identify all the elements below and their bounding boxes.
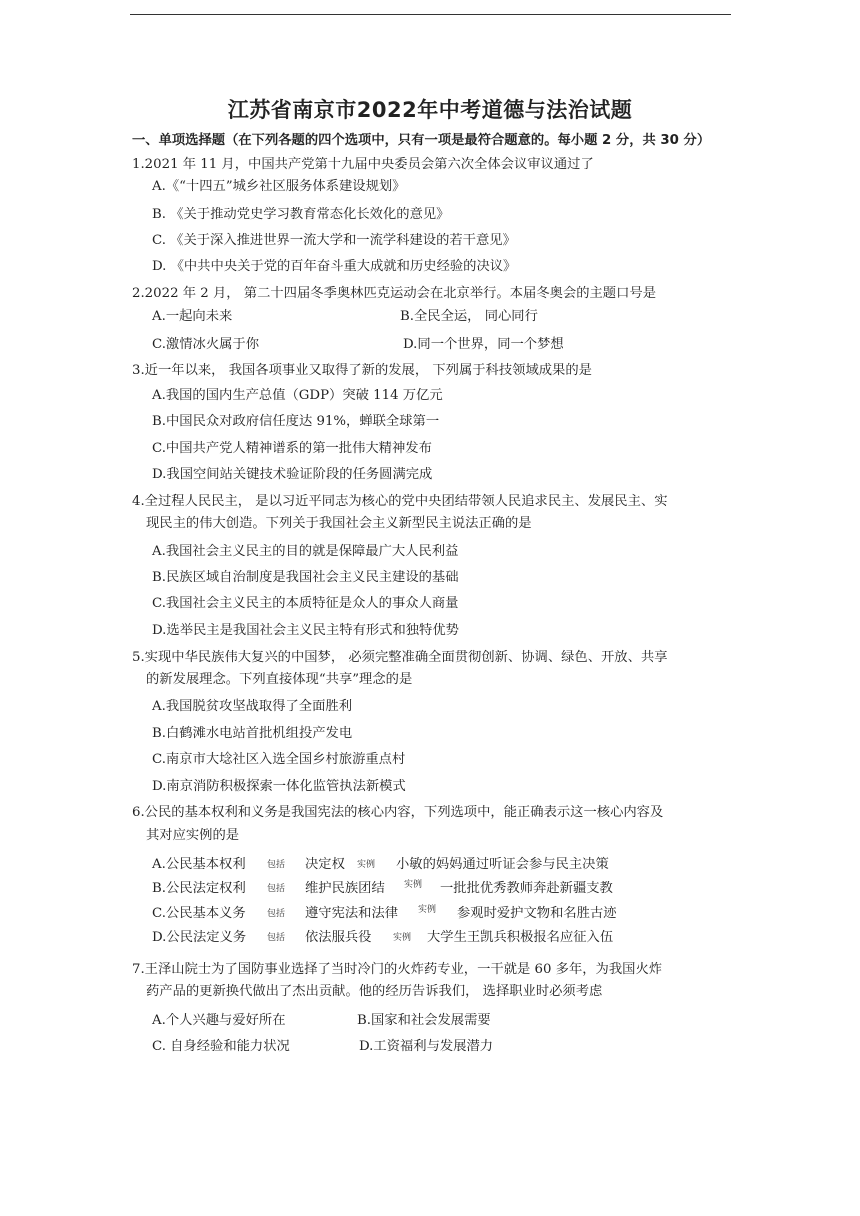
q2-option-d[interactable]: D.同一个世界，同一个梦想 — [403, 337, 564, 352]
q1-option-d[interactable]: D. 《中共中央关于党的百年奋斗重大成就和历史经验的决议》 — [152, 259, 517, 274]
header-rule — [130, 14, 731, 15]
q7-option-a[interactable]: A.个人兴趣与爱好所在 — [152, 1013, 286, 1028]
q6-b-category: B.公民法定权利 — [152, 881, 246, 896]
question-6-stem-cont: 其对应实例的是 — [146, 828, 240, 843]
q3-option-b[interactable]: B.中国民众对政府信任度达 91%，蝉联全球第一 — [152, 414, 440, 429]
q6-a-category: A.公民基本权利 — [152, 857, 246, 872]
q6-c-example-label: 实例 — [418, 905, 437, 915]
question-5-stem-cont: 的新发展理念。下列直接体现“共享”理念的是 — [146, 672, 413, 687]
q2-option-b[interactable]: B.全民全运， 同心同行 — [400, 309, 538, 324]
q2-option-a[interactable]: A.一起向未来 — [152, 309, 233, 324]
q7-option-b[interactable]: B.国家和社会发展需要 — [357, 1013, 491, 1028]
q6-a-item: 决定权 — [305, 857, 345, 872]
q4-option-b[interactable]: B.民族区域自治制度是我国社会主义民主建设的基础 — [152, 570, 459, 585]
q6-c-item: 遵守宪法和法律 — [305, 906, 399, 921]
q1-option-b[interactable]: B. 《关于推动党史学习教育常态化长效化的意见》 — [152, 207, 450, 222]
q2-option-c[interactable]: C.激情冰火属于你 — [152, 337, 260, 352]
q6-a-example: 小敏的妈妈通过听证会参与民主决策 — [396, 857, 609, 872]
q6-d-example: 大学生王凯兵积极报名应征入伍 — [427, 930, 614, 945]
q6-d-example-label: 实例 — [393, 933, 412, 943]
q6-d-item: 依法服兵役 — [305, 930, 372, 945]
question-4-stem-cont: 现民主的伟大创造。下列关于我国社会主义新型民主说法正确的是 — [146, 516, 532, 531]
q1-option-a[interactable]: A.《“十四五”城乡社区服务体系建设规划》 — [152, 179, 406, 194]
question-1-stem: 1.2021 年 11 月，中国共产党第十九届中央委员会第六次全体会议审议通过了 — [132, 157, 594, 172]
q6-c-includes-label: 包括 — [267, 909, 286, 919]
question-3-stem: 3.近一年以来， 我国各项事业又取得了新的发展， 下列属于科技领域成果的是 — [132, 363, 592, 378]
question-7-stem-cont: 药产品的更新换代做出了杰出贡献。他的经历告诉我们， 选择职业时必须考虑 — [146, 984, 603, 999]
q6-d-includes-label: 包括 — [267, 933, 286, 943]
q6-a-includes-label: 包括 — [267, 860, 286, 870]
q6-b-example: 一批批优秀教师奔赴新疆支教 — [440, 881, 613, 896]
q5-option-a[interactable]: A.我国脱贫攻坚战取得了全面胜利 — [152, 699, 352, 714]
q4-option-d[interactable]: D.选举民主是我国社会主义民主特有形式和独特优势 — [152, 623, 459, 638]
question-4-stem: 4.全过程人民民主， 是以习近平同志为核心的党中央团结带领人民追求民主、发展民主、实 — [132, 494, 668, 509]
q6-c-example: 参观时爱护文物和名胜古迹 — [457, 906, 617, 921]
q6-c-category: C.公民基本义务 — [152, 906, 246, 921]
question-5-stem: 5.实现中华民族伟大复兴的中国梦， 必须完整准确全面贯彻创新、协调、绿色、开放、共享 — [132, 650, 668, 665]
q6-a-example-label: 实例 — [357, 860, 376, 870]
page-title: 江苏省南京市2022年中考道德与法治试题 — [227, 98, 633, 122]
q6-b-item: 维护民族团结 — [305, 881, 385, 896]
q4-option-a[interactable]: A.我国社会主义民主的目的就是保障最广大人民利益 — [152, 544, 459, 559]
q4-option-c[interactable]: C.我国社会主义民主的本质特征是众人的事众人商量 — [152, 596, 459, 611]
q6-b-includes-label: 包括 — [267, 884, 286, 894]
q7-option-c[interactable]: C. 自身经验和能力状况 — [152, 1039, 290, 1054]
q5-option-c[interactable]: C.南京市大埝社区入选全国乡村旅游重点村 — [152, 752, 406, 767]
q5-option-b[interactable]: B.白鹤滩水电站首批机组投产发电 — [152, 726, 353, 741]
q3-option-d[interactable]: D.我国空间站关键技术验证阶段的任务圆满完成 — [152, 467, 433, 482]
section-heading: 一、单项选择题（在下列各题的四个选项中，只有一项是最符合题意的。每小题 2 分，共 30 分） — [132, 133, 711, 148]
q6-b-example-label: 实例 — [404, 880, 423, 890]
q6-d-category: D.公民法定义务 — [152, 930, 247, 945]
q3-option-a[interactable]: A.我国的国内生产总值（GDP）突破 114 万亿元 — [152, 388, 443, 403]
q5-option-d[interactable]: D.南京消防积极探索一体化监管执法新模式 — [152, 779, 406, 794]
q3-option-c[interactable]: C.中国共产党人精神谱系的第一批伟大精神发布 — [152, 441, 432, 456]
q1-option-c[interactable]: C. 《关于深入推进世界一流大学和一流学科建设的若干意见》 — [152, 233, 516, 248]
question-2-stem: 2.2022 年 2 月， 第二十四届冬季奥林匹克运动会在北京举行。本届冬奥会的主题口号是 — [132, 286, 656, 301]
q7-option-d[interactable]: D.工资福利与发展潜力 — [359, 1039, 494, 1054]
question-7-stem: 7.王泽山院士为了国防事业选择了当时冷门的火炸药专业，一干就是 60 多年，为我国火炸 — [132, 962, 663, 977]
question-6-stem: 6.公民的基本权利和义务是我国宪法的核心内容，下列选项中，能正确表示这一核心内容及 — [132, 805, 664, 820]
